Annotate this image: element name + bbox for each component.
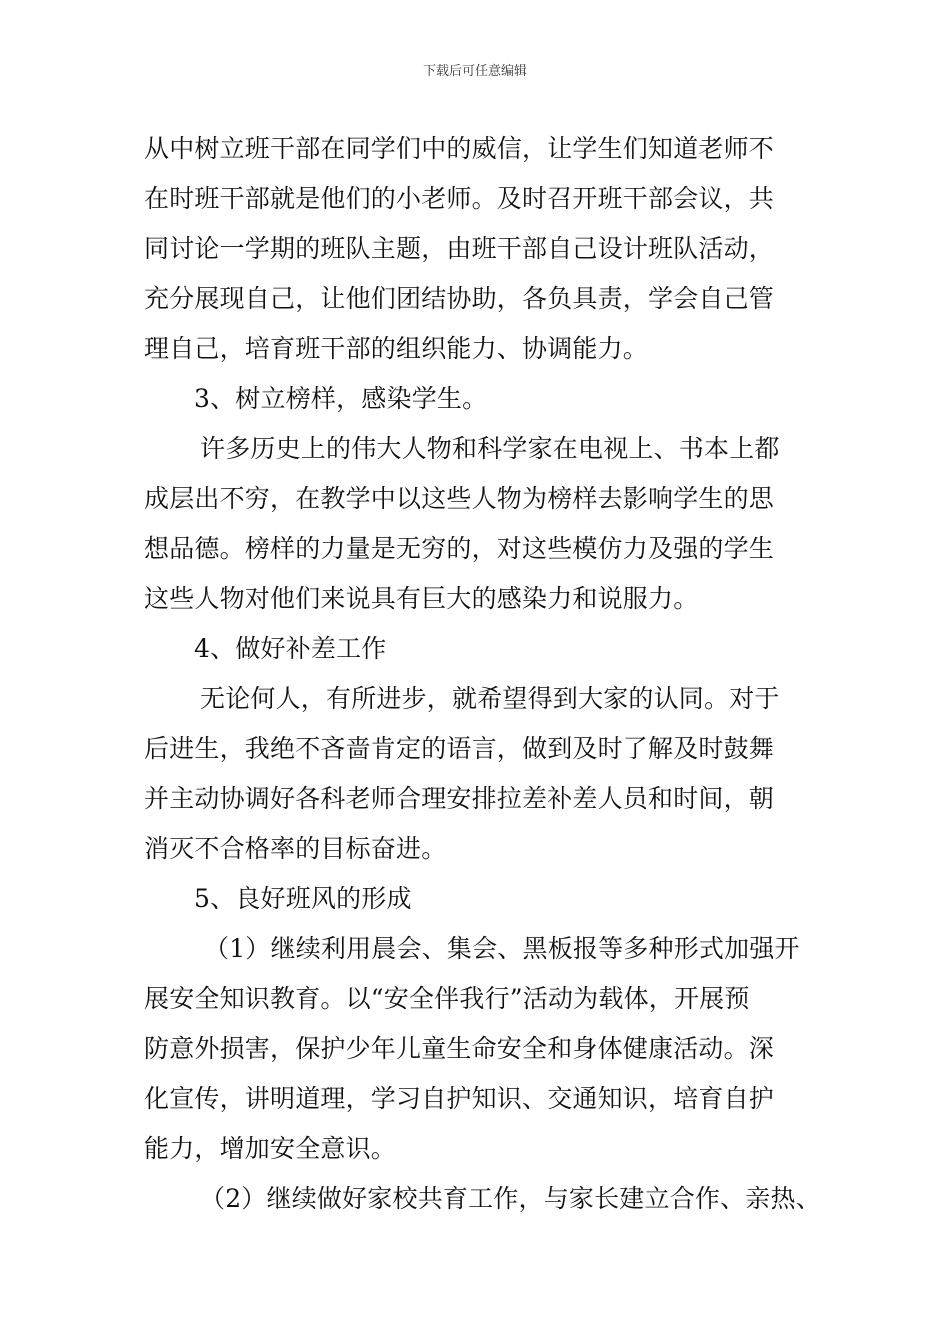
text-line: 这些人物对他们来说具有巨大的感染力和说服力。: [144, 584, 699, 613]
text-line: 充分展现自己，让他们团结协助，各负具责，学会自己管: [144, 284, 775, 313]
text-line: （2）继续做好家校共育工作，与家长建立合作、亲热、: [200, 1184, 821, 1213]
section-heading: 5、良好班风的形成: [194, 884, 412, 913]
page-header-note: 下载后可任意编辑: [422, 64, 527, 79]
text-line: 成层出不穷，在教学中以这些人物为榜样去影响学生的思: [144, 484, 775, 513]
text-line: 展安全知识教育。以“安全伴我行”活动为载体，开展预: [144, 984, 750, 1013]
section-heading: 3、树立榜样，感染学生。: [194, 384, 488, 413]
text-line: 理自己，培育班干部的组织能力、协调能力。: [144, 334, 649, 363]
text-line: 想品德。榜样的力量是无穷的，对这些模仿力及强的学生: [144, 534, 775, 563]
section-heading: 4、做好补差工作: [194, 634, 387, 663]
text-line: 同讨论一学期的班队主题，由班干部自己设计班队活动，: [144, 234, 775, 263]
text-line: 无论何人，有所进步，就希望得到大家的认同。对于: [200, 684, 780, 713]
text-line: 化宣传，讲明道理，学习自护知识、交通知识，培育自护: [144, 1084, 775, 1113]
document-body: [144, 124, 824, 1224]
text-line: 能力，增加安全意识。: [144, 1134, 397, 1163]
text-line: （1）继续利用晨会、集会、黑板报等多种形式加强开: [204, 934, 800, 963]
text-line: 从中树立班干部在同学们中的威信，让学生们知道老师不: [144, 134, 775, 163]
text-line: 后进生，我绝不吝啬肯定的语言，做到及时了解及时鼓舞: [144, 734, 775, 763]
text-line: 在时班干部就是他们的小老师。及时召开班干部会议，共: [144, 184, 775, 213]
text-line: 消灭不合格率的目标奋进。: [144, 834, 447, 863]
text-line: 防意外损害，保护少年儿童生命安全和身体健康活动。深: [144, 1034, 775, 1063]
text-line: 许多历史上的伟大人物和科学家在电视上、书本上都: [200, 434, 780, 463]
text-line: 并主动协调好各科老师合理安排拉差补差人员和时间，朝: [144, 784, 775, 813]
